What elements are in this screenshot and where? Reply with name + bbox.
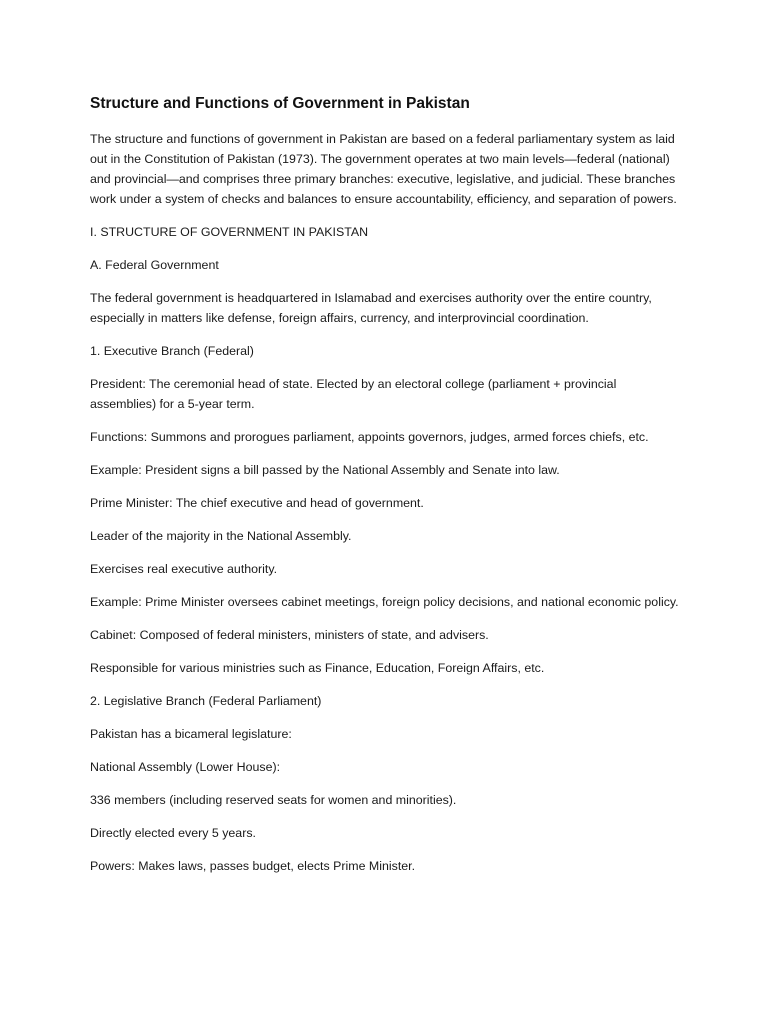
legislative-branch-heading: 2. Legislative Branch (Federal Parliament) xyxy=(90,694,322,708)
president-example-paragraph: Example: President signs a bill passed by the National Assembly and Senate into law. xyxy=(90,463,560,477)
president-functions-paragraph: Functions: Summons and prorogues parliament, appoints governors, judges, armed forces chiefs, etc. xyxy=(90,430,649,444)
cabinet-responsibility-paragraph: Responsible for various ministries such as Finance, Education, Foreign Affairs, etc. xyxy=(90,661,545,675)
section-heading-structure: I. STRUCTURE OF GOVERNMENT IN PAKISTAN xyxy=(90,225,369,239)
national-assembly-heading: National Assembly (Lower House): xyxy=(90,760,281,774)
bicameral-paragraph: Pakistan has a bicameral legislature: xyxy=(90,727,292,741)
document-title: Structure and Functions of Government in Pakistan xyxy=(90,95,470,112)
intro-paragraph: The structure and functions of government in Pakistan are based on a federal parliamentary system as laid out in the Constitution of Pakistan (1973). The government operates at two main levels—federal (national) and provincial—and comprises three primary branches: executive, legislative, and judicial. These branches work under a system of checks and balances to ensure accountability, efficiency, and separation of powers. xyxy=(90,132,677,206)
pm-example-paragraph: Example: Prime Minister oversees cabinet meetings, foreign policy decisions, and national economic policy. xyxy=(90,595,679,609)
prime-minister-paragraph: Prime Minister: The chief executive and head of government. xyxy=(90,496,424,510)
cabinet-paragraph: Cabinet: Composed of federal ministers, ministers of state, and advisers. xyxy=(90,628,489,642)
pm-leader-paragraph: Leader of the majority in the National Assembly. xyxy=(90,529,352,543)
na-powers-paragraph: Powers: Makes laws, passes budget, elects Prime Minister. xyxy=(90,859,416,873)
executive-branch-heading: 1. Executive Branch (Federal) xyxy=(90,344,254,358)
federal-government-paragraph: The federal government is headquartered in Islamabad and exercises authority over the entire country, especially in matters like defense, foreign affairs, currency, and interprovincial coordination. xyxy=(90,291,652,325)
president-paragraph: President: The ceremonial head of state. Elected by an electoral college (parliament + provincial assemblies) for a 5-year term. xyxy=(90,377,617,411)
subsection-heading-federal: A. Federal Government xyxy=(90,258,219,272)
na-members-paragraph: 336 members (including reserved seats for women and minorities). xyxy=(90,793,457,807)
document-body xyxy=(90,93,682,889)
na-election-paragraph: Directly elected every 5 years. xyxy=(90,826,256,840)
pm-authority-paragraph: Exercises real executive authority. xyxy=(90,562,278,576)
